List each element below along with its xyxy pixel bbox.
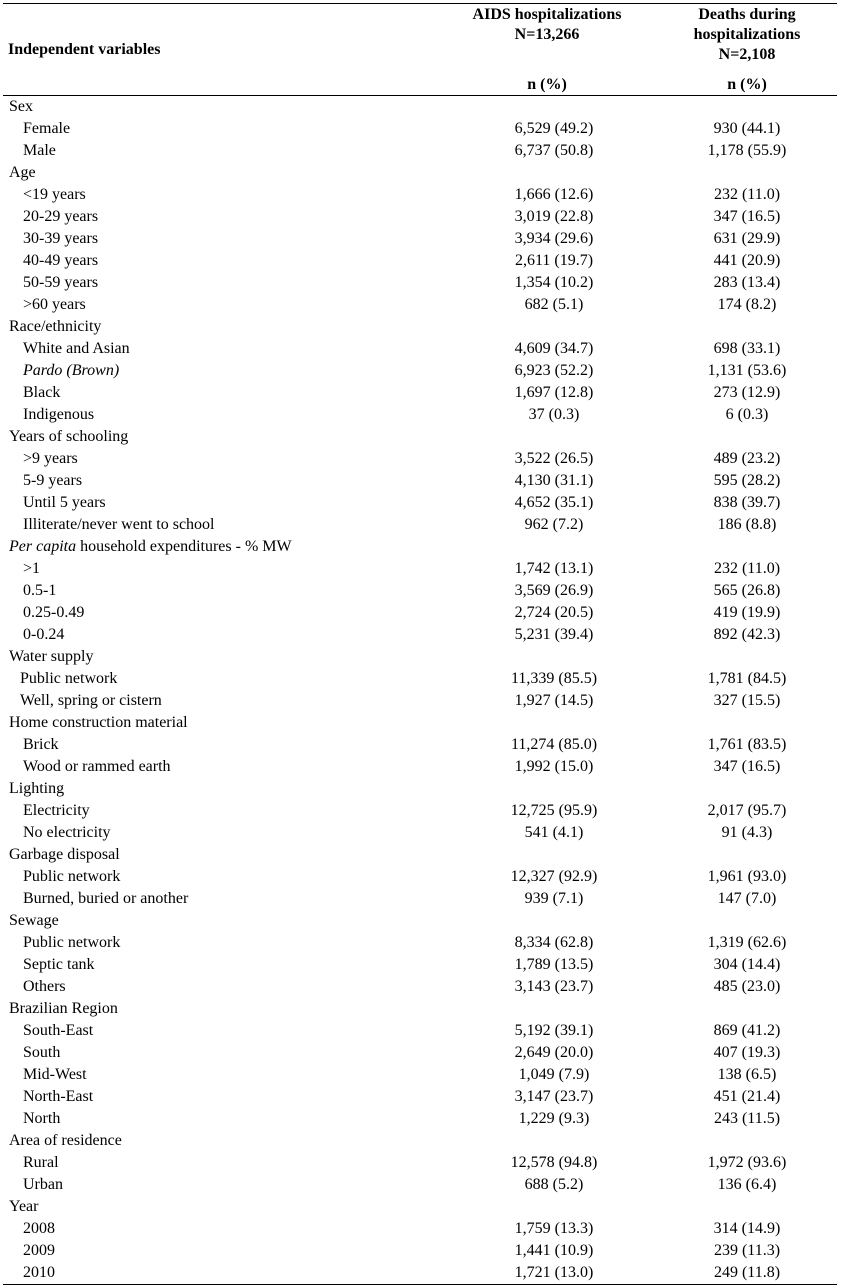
header-col3-title-2: hospitalizations [693, 26, 801, 43]
category-row [3, 910, 837, 932]
deaths-value: 186 (8.8) [717, 516, 777, 533]
aids-hospitalizations-value: 4,609 (34.7) [514, 340, 594, 357]
aids-hospitalizations-value: 12,725 (95.9) [510, 802, 598, 819]
variable-label [3, 140, 437, 162]
aids-hospitalizations-value [437, 1130, 657, 1152]
label-text: Rural [23, 1154, 59, 1171]
variable-label [3, 866, 437, 888]
category-label-italic: Per capita [9, 538, 77, 555]
variable-label [3, 822, 437, 844]
deaths-value: 347 (16.5) [713, 758, 781, 775]
header-col2-title: AIDS hospitalizations [472, 6, 622, 23]
variable-label [3, 272, 437, 294]
variable-label [3, 470, 437, 492]
category-label [3, 1130, 437, 1152]
deaths-value: 232 (11.0) [713, 186, 781, 203]
label-text: Wood or rammed earth [23, 758, 171, 775]
category-row [3, 844, 837, 866]
label-text: 2010 [23, 1264, 55, 1281]
label-text: Female [23, 120, 71, 137]
table-row [3, 954, 837, 976]
label-text: Public network [20, 670, 118, 687]
table-row [3, 580, 837, 602]
category-label [3, 316, 437, 338]
variable-label [3, 932, 437, 954]
deaths-value: 174 (8.2) [717, 296, 777, 313]
aids-hospitalizations-value [437, 96, 657, 119]
aids-hospitalizations-value: 3,934 (29.6) [514, 230, 594, 247]
label-text: North [23, 1110, 61, 1127]
label-text: Septic tank [23, 956, 95, 973]
aids-hospitalizations-value: 962 (7.2) [524, 516, 584, 533]
table-row [3, 756, 837, 778]
aids-hospitalizations-value: 3,522 (26.5) [514, 450, 594, 467]
deaths-value: 489 (23.2) [713, 450, 781, 467]
label-text: Burned, buried or another [23, 890, 189, 907]
deaths-value: 451 (21.4) [713, 1088, 781, 1105]
label-text: Sex [9, 98, 33, 115]
table-row [3, 206, 837, 228]
table-row [3, 668, 837, 690]
deaths-value: 1,178 (55.9) [707, 142, 787, 159]
deaths-value: 892 (42.3) [713, 626, 781, 643]
label-text: Black [23, 384, 61, 401]
deaths-value: 91 (4.3) [721, 824, 773, 841]
table-row [3, 118, 837, 140]
deaths-value: 869 (41.2) [713, 1022, 781, 1039]
label-text: Years of schooling [9, 428, 129, 445]
table-row [3, 250, 837, 272]
category-row [3, 426, 837, 448]
table-row [3, 338, 837, 360]
variable-label [3, 338, 437, 360]
deaths-value: 441 (20.9) [713, 252, 781, 269]
table-row [3, 448, 837, 470]
category-label [3, 910, 437, 932]
variable-label [3, 558, 437, 580]
table-row [3, 888, 837, 910]
category-label [3, 844, 437, 866]
aids-hospitalizations-value: 1,742 (13.1) [514, 560, 594, 577]
aids-hospitalizations-value: 1,789 (13.5) [514, 956, 594, 973]
aids-hospitalizations-value: 2,649 (20.0) [514, 1044, 594, 1061]
table-row [3, 1042, 837, 1064]
deaths-value: 407 (19.3) [713, 1044, 781, 1061]
aids-hospitalizations-value: 5,231 (39.4) [514, 626, 594, 643]
deaths-value: 698 (33.1) [713, 340, 781, 357]
variable-label [3, 580, 437, 602]
table-row [3, 800, 837, 822]
category-label [3, 96, 437, 119]
aids-hospitalizations-value: 4,652 (35.1) [514, 494, 594, 511]
deaths-value: 1,972 (93.6) [707, 1154, 787, 1171]
label-text: Water supply [9, 648, 94, 665]
variable-label [3, 250, 437, 272]
label-text: South [23, 1044, 61, 1061]
table-row [3, 1086, 837, 1108]
aids-hospitalizations-value: 541 (4.1) [524, 824, 584, 841]
label-text: 30-39 years [23, 230, 99, 247]
variable-label [3, 1152, 437, 1174]
label-text: Year [9, 1198, 39, 1215]
aids-hospitalizations-value: 5,192 (39.1) [514, 1022, 594, 1039]
variable-label [3, 1240, 437, 1262]
variable-label [3, 800, 437, 822]
aids-hospitalizations-value: 1,721 (13.0) [437, 1262, 657, 1285]
label-text: Area of residence [9, 1132, 122, 1149]
table-row [3, 1174, 837, 1196]
variable-label [3, 360, 437, 382]
header-deaths-during-hospitalizations [657, 4, 837, 96]
deaths-value: 930 (44.1) [713, 120, 781, 137]
label-text: 40-49 years [23, 252, 99, 269]
label-text: North-East [23, 1088, 94, 1105]
deaths-value: 147 (7.0) [717, 890, 777, 907]
category-row [3, 998, 837, 1020]
deaths-value: 273 (12.9) [713, 384, 781, 401]
table-row [3, 272, 837, 294]
aids-hospitalizations-value: 3,147 (23.7) [514, 1088, 594, 1105]
aids-hospitalizations-value: 1,666 (12.6) [514, 186, 594, 203]
label-text: 5-9 years [23, 472, 83, 489]
deaths-value [657, 162, 837, 184]
table-row [3, 382, 837, 404]
deaths-value [657, 646, 837, 668]
label-text: 20-29 years [23, 208, 99, 225]
label-text: Urban [23, 1176, 63, 1193]
category-row [3, 316, 837, 338]
deaths-value: 1,761 (83.5) [707, 736, 787, 753]
header-aids-hospitalizations [437, 4, 657, 96]
deaths-value: 2,017 (95.7) [707, 802, 787, 819]
variable-label [3, 118, 437, 140]
category-row [3, 712, 837, 734]
label-text: Race/ethnicity [9, 318, 102, 335]
category-row [3, 96, 837, 119]
aids-hospitalizations-value: 12,578 (94.8) [510, 1154, 598, 1171]
deaths-value [657, 910, 837, 932]
variable-label [3, 976, 437, 998]
label-text: 0.25-0.49 [23, 604, 85, 621]
label-text: Public network [23, 934, 121, 951]
table-row [3, 1064, 837, 1086]
label-text: Home construction material [9, 714, 188, 731]
deaths-value [657, 96, 837, 119]
category-label [3, 162, 437, 184]
label-text: Garbage disposal [9, 846, 120, 863]
aids-hospitalizations-value: 11,274 (85.0) [510, 736, 598, 753]
variable-label [3, 1108, 437, 1130]
deaths-value: 243 (11.5) [713, 1110, 781, 1127]
aids-hospitalizations-value: 1,927 (14.5) [514, 692, 594, 709]
label-text: Public network [23, 868, 121, 885]
aids-hospitalizations-value [437, 316, 657, 338]
variable-label [3, 1218, 437, 1240]
deaths-value [657, 536, 837, 558]
variable-label [3, 1086, 437, 1108]
table-row [3, 1240, 837, 1262]
deaths-value: 239 (11.3) [713, 1242, 781, 1259]
deaths-value: 419 (19.9) [713, 604, 781, 621]
variable-label [3, 602, 437, 624]
aids-hospitalizations-value [437, 998, 657, 1020]
deaths-value: 249 (11.8) [657, 1262, 837, 1285]
aids-hospitalizations-value: 1,229 (9.3) [518, 1110, 590, 1127]
table-row [3, 404, 837, 426]
category-row [3, 1130, 837, 1152]
category-label [3, 778, 437, 800]
deaths-value: 595 (28.2) [713, 472, 781, 489]
deaths-value [657, 998, 837, 1020]
category-row [3, 646, 837, 668]
aids-hospitalizations-value: 4,130 (31.1) [514, 472, 594, 489]
variable-label [3, 1174, 437, 1196]
label-text: Pardo (Brown) [23, 362, 120, 379]
category-row [3, 1196, 837, 1218]
deaths-value [657, 316, 837, 338]
aids-hospitalizations-value: 3,143 (23.7) [514, 978, 594, 995]
aids-hospitalizations-value [437, 426, 657, 448]
aids-hospitalizations-value: 8,334 (62.8) [514, 934, 594, 951]
variable-label [3, 756, 437, 778]
category-label [3, 646, 437, 668]
aids-hospitalizations-value [437, 778, 657, 800]
table-row [3, 1020, 837, 1042]
aids-hospitalizations-value: 682 (5.1) [524, 296, 584, 313]
label-text: White and Asian [23, 340, 130, 357]
header-col3-unit: n (%) [727, 76, 767, 93]
variable-label [3, 492, 437, 514]
label-text: 0.5-1 [23, 582, 57, 599]
aids-hospitalizations-value: 11,339 (85.5) [510, 670, 598, 687]
table-row [3, 690, 837, 712]
aids-hospitalizations-value [437, 646, 657, 668]
aids-hospitalizations-value: 2,611 (19.7) [514, 252, 594, 269]
label-text: 2008 [23, 1220, 55, 1237]
deaths-value: 485 (23.0) [713, 978, 781, 995]
label-text: No electricity [23, 824, 111, 841]
header-independent-variables: Independent variables [3, 4, 437, 96]
label-text: Lighting [9, 780, 65, 797]
aids-hospitalizations-value: 688 (5.2) [524, 1176, 584, 1193]
category-label-rest: household expenditures - % MW [76, 538, 292, 555]
label-text: 2009 [23, 1242, 55, 1259]
category-label [3, 426, 437, 448]
deaths-value: 304 (14.4) [713, 956, 781, 973]
deaths-value: 631 (29.9) [713, 230, 781, 247]
table-row [3, 558, 837, 580]
header-col2-n: N=13,266 [514, 26, 580, 43]
label-text: Mid-West [23, 1066, 87, 1083]
label-text: Well, spring or cistern [20, 692, 162, 709]
aids-hospitalizations-value: 1,049 (7.9) [518, 1066, 590, 1083]
aids-hospitalizations-value: 6,923 (52.2) [514, 362, 594, 379]
label-text: Sewage [9, 912, 59, 929]
aids-hospitalizations-value [437, 910, 657, 932]
aids-hospitalizations-value: 1,441 (10.9) [514, 1242, 594, 1259]
table-row [3, 624, 837, 646]
aids-hospitalizations-value [437, 1196, 657, 1218]
deaths-value [657, 778, 837, 800]
aids-hospitalizations-value: 1,992 (15.0) [514, 758, 594, 775]
deaths-value: 1,319 (62.6) [707, 934, 787, 951]
deaths-value: 1,781 (84.5) [707, 670, 787, 687]
category-row [3, 162, 837, 184]
label-text: Illiterate/never went to school [23, 516, 215, 533]
deaths-value [657, 1196, 837, 1218]
category-label [3, 536, 437, 558]
category-label [3, 712, 437, 734]
deaths-value: 327 (15.5) [713, 692, 781, 709]
variable-label [3, 690, 437, 712]
table-row [3, 140, 837, 162]
aids-hospitalizations-value [437, 162, 657, 184]
label-text: <19 years [23, 186, 86, 203]
label-text: >9 years [23, 450, 78, 467]
table-row [3, 1108, 837, 1130]
label-text: Age [9, 164, 36, 181]
deaths-value: 1,131 (53.6) [707, 362, 787, 379]
table-header [3, 4, 837, 96]
header-col2-unit: n (%) [527, 76, 567, 93]
variable-label [3, 668, 437, 690]
label-text: Until 5 years [23, 494, 106, 511]
variable-label [3, 184, 437, 206]
table-row [3, 602, 837, 624]
variable-label [3, 206, 437, 228]
aids-hospitalizations-value: 12,327 (92.9) [510, 868, 598, 885]
table-row [3, 492, 837, 514]
deaths-value: 314 (14.9) [713, 1220, 781, 1237]
label-text: Electricity [23, 802, 90, 819]
variable-label [3, 1042, 437, 1064]
aids-hospitalizations-value [437, 536, 657, 558]
aids-hospitalizations-value: 6,737 (50.8) [514, 142, 594, 159]
category-label [3, 1196, 437, 1218]
deaths-value [657, 844, 837, 866]
deaths-value: 136 (6.4) [717, 1176, 777, 1193]
label-text: 50-59 years [23, 274, 99, 291]
label-text: 0-0.24 [23, 626, 65, 643]
variable-label [3, 888, 437, 910]
table-row [3, 866, 837, 888]
variable-label [3, 954, 437, 976]
deaths-value: 138 (6.5) [717, 1066, 777, 1083]
aids-hospitalizations-value: 1,354 (10.2) [514, 274, 594, 291]
table-row [3, 294, 837, 316]
category-row [3, 778, 837, 800]
deaths-value: 838 (39.7) [713, 494, 781, 511]
deaths-value: 347 (16.5) [713, 208, 781, 225]
table-row [3, 734, 837, 756]
deaths-value: 232 (11.0) [713, 560, 781, 577]
label-text: >60 years [23, 296, 86, 313]
table-row [3, 1152, 837, 1174]
label-text: Male [23, 142, 56, 159]
variable-label [3, 514, 437, 536]
deaths-value [657, 426, 837, 448]
table-body [3, 96, 837, 1285]
table-row [3, 932, 837, 954]
table-row [3, 1218, 837, 1240]
deaths-value: 1,961 (93.0) [707, 868, 787, 885]
label-text: Indigenous [23, 406, 95, 423]
variable-label [3, 624, 437, 646]
aids-hospitalizations-value: 3,019 (22.8) [514, 208, 594, 225]
table-row [3, 184, 837, 206]
category-label [3, 998, 437, 1020]
variable-label [3, 404, 437, 426]
aids-hospitalizations-value: 6,529 (49.2) [514, 120, 594, 137]
table-row [3, 228, 837, 250]
variable-label [3, 1020, 437, 1042]
table-row [3, 1262, 837, 1285]
variable-label [3, 1262, 437, 1285]
table-row [3, 822, 837, 844]
aids-hospitalizations-value: 1,697 (12.8) [514, 384, 594, 401]
table-row [3, 976, 837, 998]
label-text: Others [23, 978, 66, 995]
header-col3-n: N=2,108 [718, 46, 776, 63]
variable-label [3, 228, 437, 250]
variable-label [3, 734, 437, 756]
variable-label [3, 294, 437, 316]
deaths-value [657, 1130, 837, 1152]
label-text: Brazilian Region [9, 1000, 118, 1017]
category-row [3, 536, 837, 558]
variable-label [3, 448, 437, 470]
aids-hospitalizations-value: 2,724 (20.5) [514, 604, 594, 621]
aids-hospitalizations-value [437, 712, 657, 734]
aids-hospitalizations-value: 3,569 (26.9) [514, 582, 594, 599]
aids-hospitalizations-value: 1,759 (13.3) [514, 1220, 594, 1237]
deaths-value [657, 712, 837, 734]
variable-label [3, 1064, 437, 1086]
deaths-value: 565 (26.8) [713, 582, 781, 599]
table-row [3, 514, 837, 536]
table-row [3, 360, 837, 382]
variable-label [3, 382, 437, 404]
aids-hospitalizations-value [437, 844, 657, 866]
label-text: South-East [23, 1022, 94, 1039]
deaths-value: 283 (13.4) [713, 274, 781, 291]
deaths-value: 6 (0.3) [725, 406, 769, 423]
aids-hospitalizations-value: 37 (0.3) [528, 406, 580, 423]
label-text: >1 [23, 560, 41, 577]
table-row [3, 470, 837, 492]
header-col3-title-1: Deaths during [698, 6, 796, 23]
label-text: Brick [23, 736, 59, 753]
data-table [3, 3, 837, 1285]
aids-hospitalizations-value: 939 (7.1) [524, 890, 584, 907]
